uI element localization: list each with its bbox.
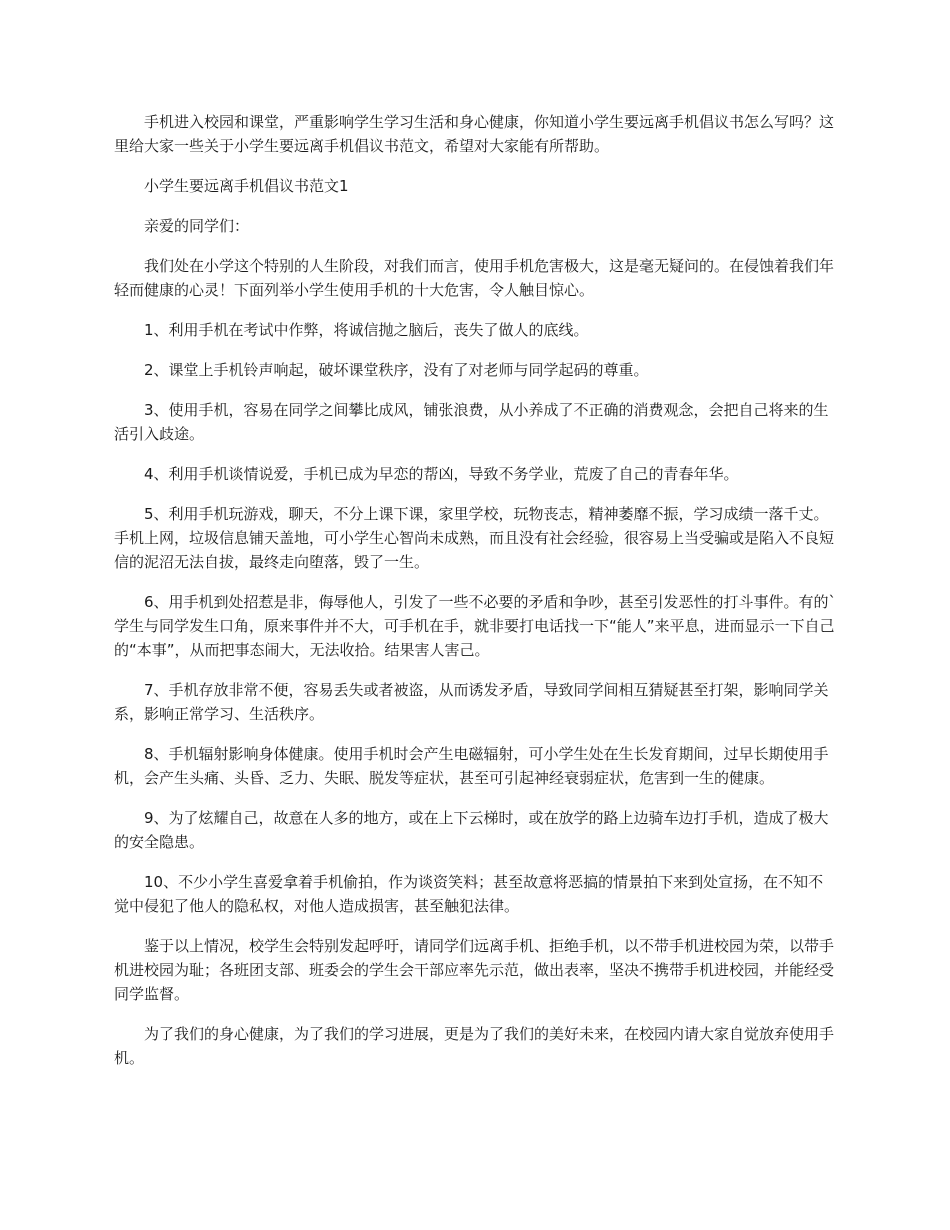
harm-item-5: 5、利用手机玩游戏，聊天，不分上课下课，家里学校，玩物丧志，精神萎靡不振，学习成绩一落千丈。手机上网，垃圾信息铺天盖地，可小学生心智尚未成熟，而且没有社会经验，很容易上当受骗或是陷入不良短信的泥沼无法自拔，最终走向堕落，毁了一生。 [114,505,835,571]
appeal-paragraph: 鉴于以上情况，校学生会特别发起呼吁，请同学们远离手机、拒绝手机，以不带手机进校园为荣，以带手机进校园为耻；各班团支部、班委会的学生会干部应率先示范，做出表率，坚决不携带手机进校园，并能经受同学监督。 [114,937,835,1003]
salutation: 亲爱的同学们： [144,217,250,235]
harm-item-2: 2、课堂上手机铃声响起，破坏课堂秩序，没有了对老师与同学起码的尊重。 [144,361,649,379]
harm-item-8: 8、手机辐射影响身体健康。使用手机时会产生电磁辐射，可小学生处在生长发育期间，过早长期使用手机，会产生头痛、头昏、乏力、失眠、脱发等症状，甚至可引起神经衰弱症状，危害到一生的健康。 [114,745,829,787]
section-title: 小学生要远离手机倡议书范文1 [144,177,349,195]
harm-item-3: 3、使用手机，容易在同学之间攀比成风，铺张浪费，从小养成了不正确的消费观念，会把自己将来的生活引入歧途。 [114,401,829,443]
closing-paragraph: 为了我们的身心健康，为了我们的学习进展，更是为了我们的美好未来，在校园内请大家自觉放弃使用手机。 [114,1025,835,1067]
opening-paragraph: 我们处在小学这个特别的人生阶段，对我们而言，使用手机危害极大，这是毫无疑问的。在侵蚀着我们年轻而健康的心灵！下面列举小学生使用手机的十大危害，令人触目惊心。 [114,257,835,299]
harm-item-10: 10、不少小学生喜爱拿着手机偷拍，作为谈资笑料；甚至故意将恶搞的情景拍下来到处宣扬，在不知不觉中侵犯了他人的隐私权，对他人造成损害，甚至触犯法律。 [114,873,824,915]
harm-item-1: 1、利用手机在考试中作弊，将诚信抛之脑后，丧失了做人的底线。 [144,321,589,339]
harm-item-7: 7、手机存放非常不便，容易丢失或者被盗，从而诱发矛盾，导致同学间相互猜疑甚至打架，影响同学关系，影响正常学习、生活秩序。 [114,681,829,723]
harm-item-6: 6、用手机到处招惹是非，侮辱他人，引发了一些不必要的矛盾和争吵，甚至引发恶性的打斗事件。有的`学生与同学发生口角，原来事件并不大，可手机在手，就非要打电话找一下“能人”来平息，进而显示一下自己的“本事”，从而把事态闹大，无法收拾。结果害人害己。 [114,593,837,659]
harm-item-4: 4、利用手机谈情说爱，手机已成为早恋的帮凶，导致不务学业，荒废了自己的青春年华。 [144,465,739,483]
document-body [114,110,838,1086]
intro-paragraph: 手机进入校园和课堂，严重影响学生学习生活和身心健康，你知道小学生要远离手机倡议书怎么写吗？这里给大家一些关于小学生要远离手机倡议书范文，希望对大家能有所帮助。 [114,113,835,155]
harm-item-9: 9、为了炫耀自己，故意在人多的地方，或在上下云梯时，或在放学的路上边骑车边打手机，造成了极大的安全隐患。 [114,809,829,851]
